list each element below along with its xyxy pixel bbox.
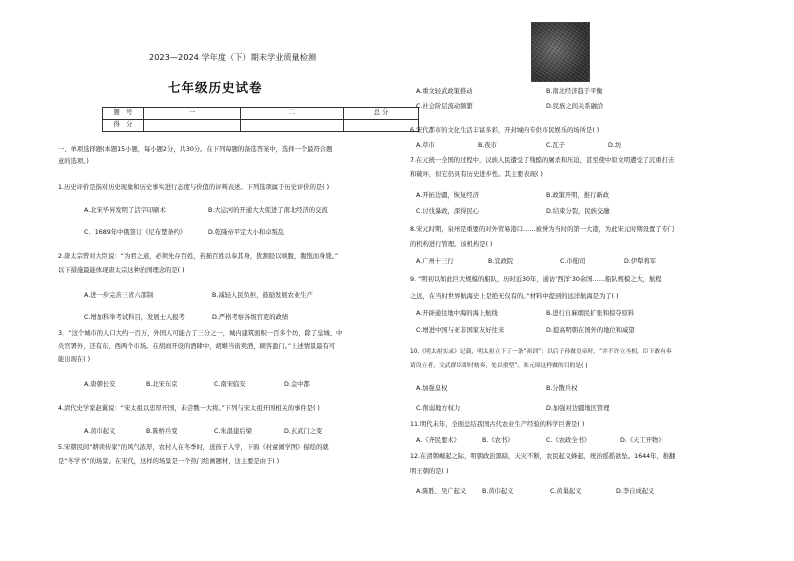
q8-option-c[interactable]: C.市舶司: [560, 258, 586, 265]
q2-option-b[interactable]: B.减轻人民负担，鼓励发展农业生产: [212, 292, 313, 299]
q4-option-c[interactable]: C.朱温建后梁: [214, 428, 252, 435]
question-9-stem: 9. “明初以如此巨大规模的船队，历时近30年，通访‘西洋’30余国……船队规模之大，航程: [410, 276, 662, 283]
question-1-stem: 1.历史评价是指对历史现象和历史事实进行态度与价值的评判表述。下列选项属于历史评价的是( ): [58, 184, 330, 191]
q10-option-b[interactable]: B.分散兵权: [546, 385, 578, 392]
q12-option-d[interactable]: D.李自成起义: [616, 488, 655, 495]
q8-option-a[interactable]: A.广州十三行: [416, 258, 454, 265]
q3-option-c[interactable]: C.南宋临安: [214, 381, 246, 388]
exam-title: 2023—2024 学年度（下）期末学业质量检测: [149, 52, 317, 62]
q6-option-b[interactable]: B.夜市: [478, 142, 497, 149]
question-8-stem: 的机构进行管理。该机构是( ): [410, 241, 493, 248]
table-row: [103, 120, 419, 132]
q10-option-a[interactable]: A.加强皇权: [416, 385, 448, 392]
table-cell: 二: [241, 108, 344, 120]
q7-option-c[interactable]: C.讨伐暴政，深得民心: [416, 208, 480, 215]
q4-option-d[interactable]: D.玄武门之变: [284, 428, 323, 435]
q2-option-d[interactable]: D.严格考察各级官吏的政绩: [212, 314, 289, 321]
q7-option-a[interactable]: A.开拓边疆，恢复经济: [416, 192, 479, 199]
question-2-stem: 以下措施最能体现唐太宗这种治国理念的是( ): [58, 267, 185, 274]
question-3-stem: 央官署外，还有东、西两个市场。在胡商开设的酒肆中，胡姬当街卖酒，顾客盈门。”上述情景最有可: [58, 343, 336, 350]
village-school-painting-image: [531, 22, 590, 82]
q5-option-a[interactable]: A.重文轻武政策推动: [416, 88, 473, 95]
q6-option-d[interactable]: D.坊: [608, 142, 622, 149]
question-10-stem: 10.《明太祖实录》记载，明太祖立下了一条“祖训”：以后子孙做皇帝时，“并不许立丞相，臣下敢有奏: [410, 349, 672, 355]
section-intro: 意的选项。): [58, 158, 89, 165]
q5-option-d[interactable]: D.民族之间关系融洽: [546, 103, 604, 110]
question-5-stem: 5.宋朝民间“耕读传家”的风气浓厚，农村人在冬季时，送孩子入学，下面《村童闹学图》描绘的就: [58, 444, 329, 451]
score-table: [102, 107, 419, 132]
q3-option-d[interactable]: D.金中都: [284, 381, 310, 388]
q3-option-b[interactable]: B.北宋东京: [146, 381, 178, 388]
table-cell: 题 号: [103, 108, 144, 120]
question-12-stem: 明王朝的是( ): [410, 468, 449, 475]
question-9-stem: 之远，在当时世界航海史上是绝无仅有的。”材料中提到的远洋航海是为了( ): [410, 293, 619, 300]
q6-option-a[interactable]: A.草市: [416, 142, 435, 149]
question-4-stem: 4.清代史学家赵翼说：“宋太祖以忠厚开国，未尝戮一大将。”下列与宋太祖开国相关的事件是( ): [58, 405, 320, 412]
q7-option-b[interactable]: B.政策开明，推行新政: [546, 192, 609, 199]
q8-option-b[interactable]: B.宣政院: [488, 258, 514, 265]
table-cell: 一: [144, 108, 241, 120]
question-8-stem: 8.宋元时期，泉州是重要的对外贸易港口……被誉为当时的第一大港，为此宋元时期设置了专门: [410, 226, 675, 233]
question-11-stem: 11.明代末年，全面总结我国古代农业生产经验的科学巨著是( ): [410, 421, 585, 428]
q1-option-a[interactable]: A.北宋毕昇发明了活字印刷术: [84, 207, 166, 214]
page-title: 七年级历史试卷: [168, 80, 263, 95]
q12-option-b[interactable]: B.黄巾起义: [482, 488, 514, 495]
q11-option-b[interactable]: B.《农书》: [482, 437, 514, 444]
q9-option-c[interactable]: C.增进中国与亚非国家友好往来: [416, 327, 505, 334]
q5-option-c[interactable]: C.社会阶层流动频繁: [416, 103, 473, 110]
q9-option-a[interactable]: A.开辟通往地中海的海上航线: [416, 310, 498, 317]
question-7-stem: 和破坏，但它仍具有历史进步性。其主要表现( ): [410, 171, 543, 178]
question-10-stem: 请设立者，文武群臣即时劾奏，处以重型”。朱元璋这样做的目的是( ): [410, 363, 588, 369]
q1-option-c[interactable]: C．1689年中俄签订《尼布楚条约》: [84, 229, 187, 236]
q9-option-b[interactable]: B.进行自麻烟民扩张和掠夺原料: [546, 310, 635, 317]
question-6-stem: 6.宋代都市的文化生活丰富多彩，开封城内专供市民娱乐的场所是( ): [410, 127, 600, 134]
question-7-stem: 7.在元统一全国的过程中，汉族人民遭受了残酷的屠杀和压迫，甚至使中原文明遭受了沉重打击: [410, 157, 675, 164]
table-cell: 得 分: [103, 120, 144, 132]
table-cell: 总 分: [344, 108, 419, 120]
q11-option-a[interactable]: A.《齐民要术》: [416, 437, 460, 444]
q7-option-d[interactable]: D.结束分裂，民族交融: [546, 208, 610, 215]
question-2-stem: 2.唐太宗曾对大臣说：“为君之道，必须先存百姓，若损百姓以奉其身，犹割胫以啖腹，腹饱而身毙。”: [58, 253, 339, 260]
score-input-cell[interactable]: [144, 120, 241, 132]
q11-option-d[interactable]: D.《天工开物》: [620, 437, 665, 444]
q2-option-c[interactable]: C.增加科举考试科目，发展士人报考: [84, 314, 185, 321]
question-5-stem: 是“冬学书”的场景。在宋代，这样的场景是一个热门绘画题材，这主要是由于( ): [58, 458, 280, 465]
q10-option-d[interactable]: D.加强对边疆地区管理: [546, 405, 610, 412]
q11-option-c[interactable]: C.《农政全书》: [546, 437, 591, 444]
question-12-stem: 12.在清朝崛起之际，明朝政治黑暗，天灾不断，农民起义蜂起，统治摇摇欲坠。1644年，推翻: [410, 453, 676, 460]
question-3-stem: 能出现在( ): [58, 356, 91, 363]
table-row: [103, 108, 419, 120]
q8-option-d[interactable]: D.伊犁将军: [624, 258, 657, 265]
q10-option-c[interactable]: C.削弱地方权力: [416, 405, 461, 412]
q5-option-b[interactable]: B.南北经济趋于平衡: [546, 88, 603, 95]
q1-option-b[interactable]: B.大运河的开通大大促进了南北经济的交流: [208, 207, 328, 214]
q1-option-d[interactable]: D.乾隆帝平定大小和卓叛乱: [208, 229, 285, 236]
q6-option-c[interactable]: C.瓦子: [546, 142, 565, 149]
q3-option-a[interactable]: A.唐朝长安: [84, 381, 116, 388]
question-3-stem: 3．“这个城市的人口大约一百万，外国人可能占了三分之一，城内建筑面积一百多个坊，除了皇城、中: [58, 330, 343, 337]
score-input-cell[interactable]: [241, 120, 344, 132]
q2-option-a[interactable]: A.进一步完善三省六部制: [84, 292, 154, 299]
section-intro: 一、单项选择题(本题15小题，每小题2分，共30分。在下列每题的备选答案中，选择一个最符合题: [58, 146, 333, 153]
q12-option-c[interactable]: C.黄巢起义: [550, 488, 582, 495]
q4-option-b[interactable]: B.陈桥兵变: [146, 428, 178, 435]
q4-option-a[interactable]: A.黄巾起义: [84, 428, 116, 435]
q9-option-d[interactable]: D.提高明朝在国外的地位和威望: [546, 327, 635, 334]
q12-option-a[interactable]: A.陈胜、吴广起义: [416, 488, 467, 495]
score-input-cell[interactable]: [344, 120, 419, 132]
